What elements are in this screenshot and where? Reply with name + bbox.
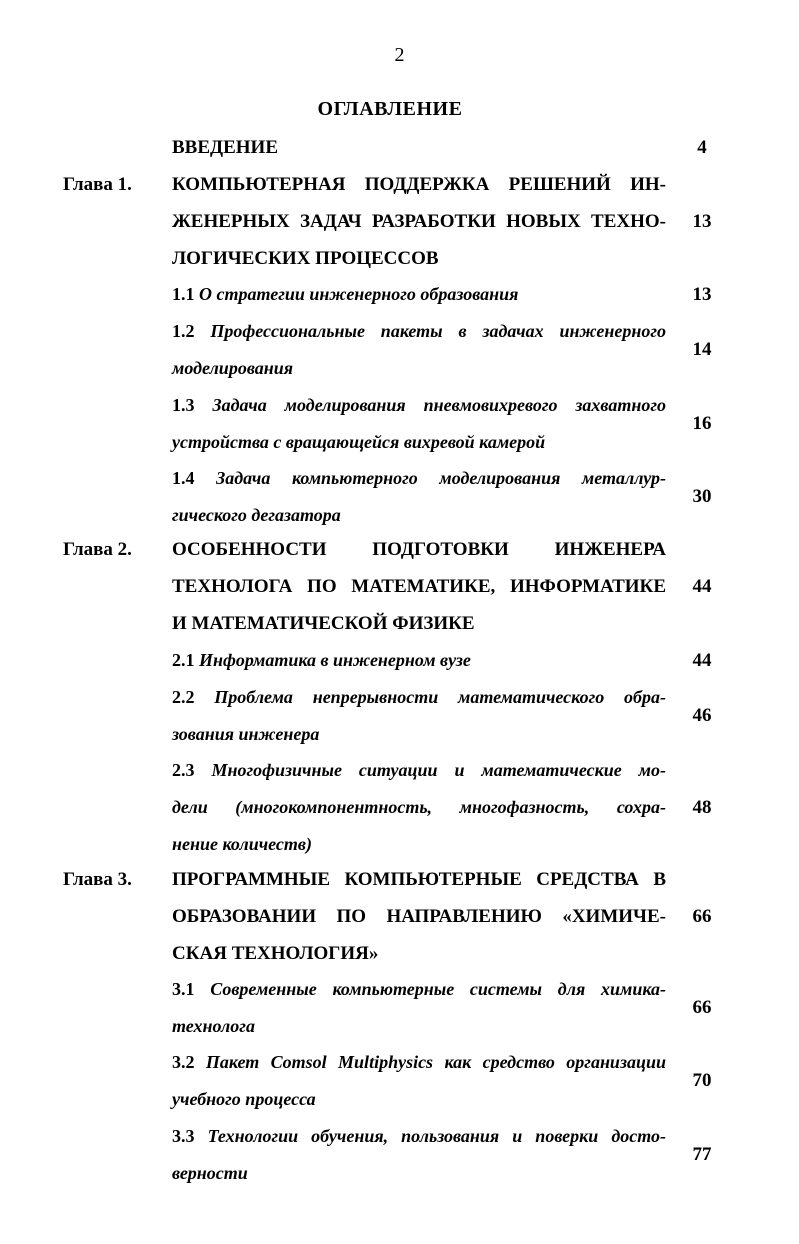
section-title: Задача компьютерного моделирования металлур-: [216, 468, 667, 488]
entry-text: [172, 1044, 666, 1118]
entry-page-number: 48: [692, 797, 712, 818]
entry-page-number: 14: [692, 339, 712, 360]
entry-line: [172, 313, 666, 350]
entry-line: ОБРАЗОВАНИИ ПО НАПРАВЛЕНИЮ «ХИМИЧЕ-: [172, 906, 666, 927]
section-number: 2.2: [172, 687, 195, 707]
page-number: 2: [394, 44, 405, 66]
entry-line: [172, 679, 666, 716]
entry-page-number: 30: [692, 486, 712, 507]
entry-page-number: 16: [692, 413, 712, 434]
entry-text: [172, 1118, 666, 1192]
section-number: 3.2: [172, 1052, 195, 1072]
section-title: Технологии обучения, пользования и поверки досто-: [207, 1126, 666, 1146]
toc-title: ОГЛАВЛЕНИЕ: [317, 98, 463, 120]
section-number: 1.1: [172, 284, 195, 304]
section-number: 2.3: [172, 760, 195, 780]
entry-page-number: 66: [692, 906, 712, 927]
section-number: 2.1: [172, 650, 195, 670]
entry-line: верности: [172, 1163, 248, 1183]
entry-page-number: 70: [692, 1070, 712, 1091]
entry-page-number: 77: [692, 1144, 712, 1165]
entry-page-number: 66: [692, 997, 712, 1018]
entry-text: [172, 642, 666, 679]
entry-line: [172, 642, 666, 679]
entry-text: [172, 752, 666, 863]
entry-text: [172, 679, 666, 753]
entry-text: [172, 276, 666, 313]
entry-line: [172, 387, 666, 424]
entry-page-number: 46: [692, 705, 712, 726]
entry-page-number: 44: [692, 650, 712, 671]
entry-text: [172, 531, 666, 642]
section-title: Информатика в инженерном вузе: [199, 650, 471, 670]
entry-line: устройства с вращающейся вихревой камерой: [172, 432, 546, 452]
section-number: 1.3: [172, 395, 195, 415]
entry-line: СКАЯ ТЕХНОЛОГИЯ»: [172, 943, 379, 964]
entry-line: гического дегазатора: [172, 505, 341, 525]
section-number: 1.2: [172, 321, 195, 341]
entry-line: зования инженера: [172, 724, 320, 744]
entry-line: технолога: [172, 1016, 255, 1036]
section-number: 1.4: [172, 468, 195, 488]
section-title: Современные компьютерные системы для химика-: [210, 979, 666, 999]
entry-line: [172, 1118, 666, 1155]
entry-line: [172, 752, 666, 789]
section-number: 3.3: [172, 1126, 195, 1146]
entry-line: ВВЕДЕНИЕ: [172, 137, 278, 158]
entry-line: [172, 1044, 666, 1081]
section-number: 3.1: [172, 979, 195, 999]
section-title: Пакет Comsol Multiphysics как средство организации: [205, 1052, 667, 1072]
entry-line: КОМПЬЮТЕРНАЯ ПОДДЕРЖКА РЕШЕНИЙ ИН-: [172, 174, 666, 195]
entry-text: [172, 129, 666, 166]
chapter-label: Глава 2.: [63, 539, 132, 560]
section-title: О стратегии инженерного образования: [199, 284, 519, 304]
entry-line: ОСОБЕННОСТИ ПОДГОТОВКИ ИНЖЕНЕРА: [172, 539, 666, 560]
chapter-label: Глава 3.: [63, 869, 132, 890]
entry-text: [172, 166, 666, 277]
entry-page-number: 4: [697, 137, 707, 158]
entry-line: ПРОГРАММНЫЕ КОМПЬЮТЕРНЫЕ СРЕДСТВА В: [172, 869, 666, 890]
entry-text: [172, 971, 666, 1045]
chapter-label: Глава 1.: [63, 174, 132, 195]
entry-text: [172, 313, 666, 387]
entry-page-number: 44: [692, 576, 712, 597]
entry-line: ЖЕНЕРНЫХ ЗАДАЧ РАЗРАБОТКИ НОВЫХ ТЕХНО-: [172, 211, 666, 232]
section-title: Профессиональные пакеты в задачах инженерного: [210, 321, 666, 341]
section-title: Проблема непрерывности математического обра-: [214, 687, 666, 707]
entry-text: [172, 861, 666, 972]
entry-line: [172, 276, 666, 313]
entry-line: учебного процесса: [172, 1089, 316, 1109]
entry-line: И МАТЕМАТИЧЕСКОЙ ФИЗИКЕ: [172, 613, 475, 634]
entry-page-number: 13: [692, 211, 712, 232]
entry-line: дели (многокомпонентность, многофазность, сохра-: [172, 797, 666, 817]
entry-line: моделирования: [172, 358, 294, 378]
entry-text: [172, 460, 666, 534]
entry-text: [172, 387, 666, 461]
entry-line: [172, 460, 666, 497]
entry-line: ЛОГИЧЕСКИХ ПРОЦЕССОВ: [172, 248, 439, 269]
entry-line: [172, 971, 666, 1008]
entry-page-number: 13: [692, 284, 712, 305]
section-title: Задача моделирования пневмовихревого захватного: [212, 395, 666, 415]
section-title: Многофизичные ситуации и математические мо-: [211, 760, 666, 780]
entry-line: ТЕХНОЛОГА ПО МАТЕМАТИКЕ, ИНФОРМАТИКЕ: [172, 576, 666, 597]
entry-line: нение количеств): [172, 834, 312, 854]
